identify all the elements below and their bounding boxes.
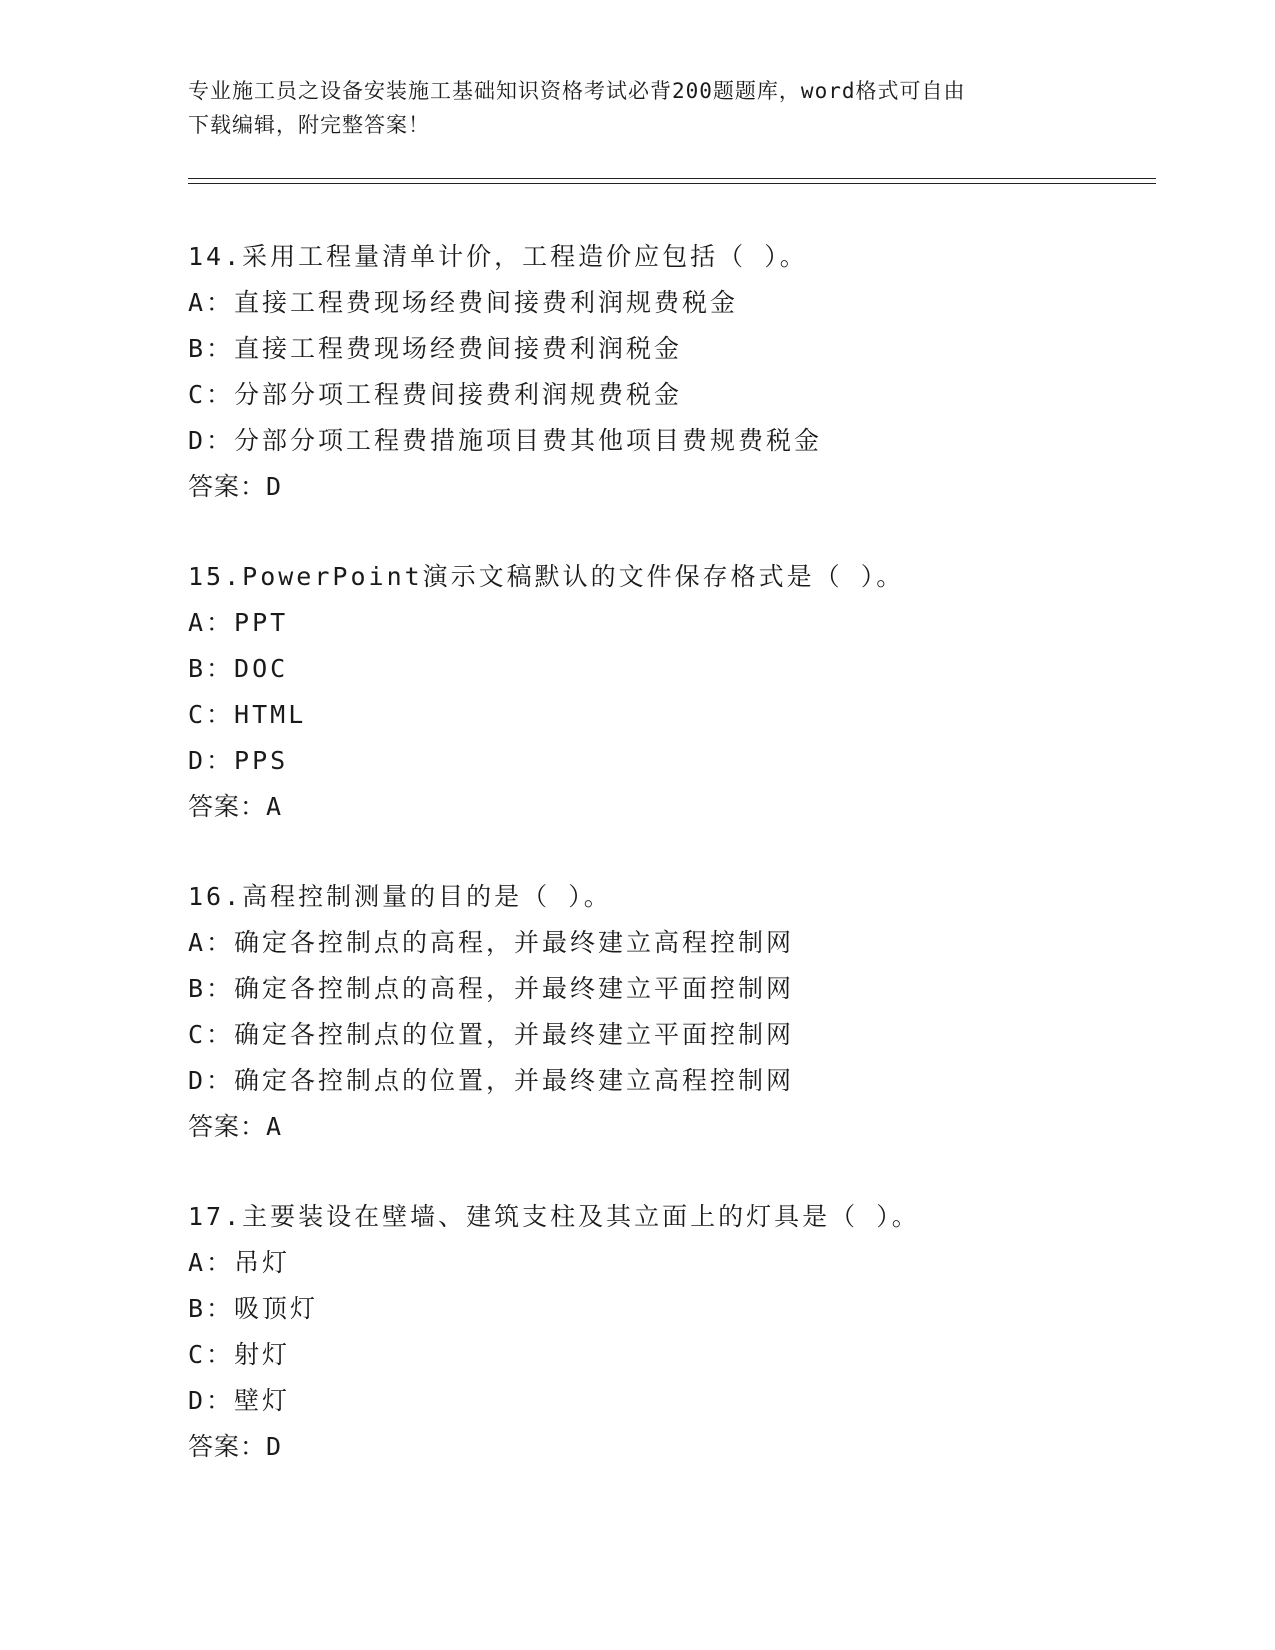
- option-a: A：PPT: [188, 608, 289, 637]
- option-b: B：DOC: [188, 654, 289, 683]
- answer-text: 答案：D: [188, 472, 283, 501]
- option-a: A：确定各控制点的高程，并最终建立高程控制网: [188, 928, 795, 957]
- question-stem: 14.采用工程量清单计价，工程造价应包括（ ）。: [188, 242, 808, 271]
- option-d: D：PPS: [188, 746, 289, 775]
- option-b: B：确定各控制点的高程，并最终建立平面控制网: [188, 974, 795, 1003]
- question-stem: 17.主要装设在壁墙、建筑支柱及其立面上的灯具是（ ）。: [188, 1202, 920, 1231]
- question-15: [188, 554, 1138, 830]
- option-c: C：射灯: [188, 1340, 291, 1369]
- question-stem: 15.PowerPoint演示文稿默认的文件保存格式是（ ）。: [188, 562, 905, 591]
- header-line-1: 专业施工员之设备安装施工基础知识资格考试必背200题题库，word格式可自由: [188, 79, 966, 103]
- option-b: B：直接工程费现场经费间接费利润税金: [188, 334, 683, 363]
- answer-text: 答案：A: [188, 792, 283, 821]
- option-a: A：吊灯: [188, 1248, 291, 1277]
- header-line-2: 下载编辑，附完整答案！: [188, 113, 430, 137]
- option-c: C：HTML: [188, 700, 307, 729]
- option-d: D：确定各控制点的位置，并最终建立高程控制网: [188, 1066, 795, 1095]
- option-b: B：吸顶灯: [188, 1294, 319, 1323]
- question-17: [188, 1194, 1138, 1470]
- option-d: D：壁灯: [188, 1386, 291, 1415]
- option-c: C：确定各控制点的位置，并最终建立平面控制网: [188, 1020, 795, 1049]
- question-16: [188, 874, 1138, 1150]
- header-divider-top: [188, 178, 1156, 179]
- document-header: [188, 74, 1088, 142]
- question-stem: 16.高程控制测量的目的是（ ）。: [188, 882, 612, 911]
- answer-text: 答案：D: [188, 1432, 283, 1461]
- answer-text: 答案：A: [188, 1112, 283, 1141]
- option-c: C：分部分项工程费间接费利润规费税金: [188, 380, 683, 409]
- question-14: [188, 234, 1138, 510]
- option-a: A：直接工程费现场经费间接费利润规费税金: [188, 288, 739, 317]
- option-d: D：分部分项工程费措施项目费其他项目费规费税金: [188, 426, 823, 455]
- header-divider-bottom: [188, 183, 1156, 184]
